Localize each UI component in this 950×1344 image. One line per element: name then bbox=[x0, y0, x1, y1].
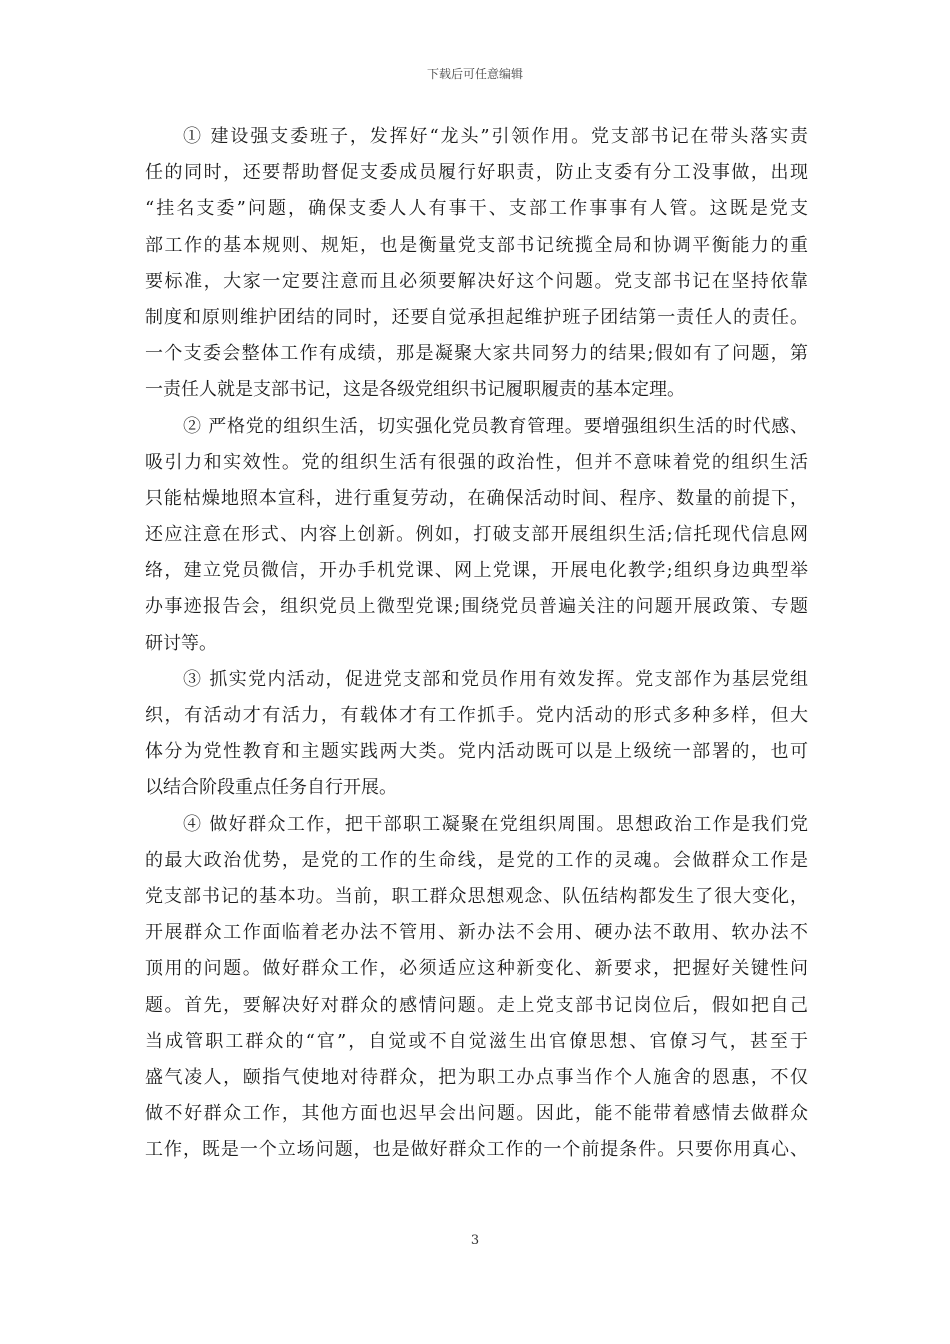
paragraph bbox=[145, 807, 808, 1169]
text-line: 还应注意在形式、内容上创新。例如，打破支部开展组织生活;信托现代信息网 bbox=[145, 524, 808, 546]
text-line: 盛气凌人，颐指气使地对待群众，把为职工办点事当作个人施舍的恩惠，不仅 bbox=[145, 1066, 808, 1088]
paragraph bbox=[145, 119, 808, 409]
text-line: 只能枯燥地照本宣科，进行重复劳动，在确保活动时间、程序、数量的前提下， bbox=[145, 487, 808, 509]
text-line: ② 严格党的组织生活，切实强化党员教育管理。要增强组织生活的时代感、 bbox=[183, 415, 808, 437]
text-line: 织，有活动才有活力，有载体才有工作抓手。党内活动的形式多种多样，但大 bbox=[145, 705, 808, 726]
text-line: ① 建设强支委班子，发挥好“龙头”引领作用。党支部书记在带头落实责 bbox=[183, 126, 808, 147]
page-number: 3 bbox=[470, 1233, 480, 1248]
text-line: 开展群众工作面临着老办法不管用、新办法不会用、硬办法不敢用、软办法不 bbox=[145, 922, 808, 944]
text-line: 络，建立党员微信，开办手机党课、网上党课，开展电化教学;组织身边典型举 bbox=[145, 560, 808, 582]
text-line: 顶用的问题。做好群众工作，必须适应这种新变化、新要求，把握好关键性问 bbox=[145, 958, 808, 980]
text-line: 研讨等。 bbox=[145, 632, 217, 654]
text-line: 办事迹报告会，组织党员上微型党课;围绕党员普遍关注的问题开展政策、专题 bbox=[145, 596, 808, 618]
text-line: 体分为党性教育和主题实践两大类。党内活动既可以是上级统一部署的，也可 bbox=[145, 741, 808, 763]
text-line: 党支部书记的基本功。当前，职工群众思想观念、队伍结构都发生了很大变化， bbox=[145, 885, 808, 907]
paragraph bbox=[145, 409, 808, 662]
document-body bbox=[145, 119, 808, 1168]
paragraph bbox=[145, 662, 808, 807]
text-line: 制度和原则维护团结的同时，还要自觉承担起维护班子团结第一责任人的责任。 bbox=[145, 306, 808, 328]
text-line: “挂名支委”问题，确保支委人人有事干、支部工作事事有人管。这既是党支 bbox=[145, 198, 808, 220]
text-line: 部工作的基本规则、规矩，也是衡量党支部书记统揽全局和协调平衡能力的重 bbox=[145, 234, 808, 256]
text-line: 做不好群众工作，其他方面也迟早会出问题。因此，能不能带着感情去做群众 bbox=[145, 1103, 808, 1125]
text-line: 当成管职工群众的“官”，自觉或不自觉滋生出官僚思想、官僚习气，甚至于 bbox=[145, 1030, 808, 1052]
text-line: 一个支委会整体工作有成绩，那是凝聚大家共同努力的结果;假如有了问题，第 bbox=[145, 343, 808, 365]
page-header: 下载后可任意编辑 bbox=[426, 67, 523, 81]
text-line: 要标准，大家一定要注意而且必须要解决好这个问题。党支部书记在坚持依靠 bbox=[145, 270, 808, 292]
text-line: ④ 做好群众工作，把干部职工凝聚在党组织周围。思想政治工作是我们党 bbox=[183, 813, 808, 835]
text-line: 以结合阶段重点任务自行开展。 bbox=[145, 777, 397, 799]
text-line: 题。首先，要解决好对群众的感情问题。走上党支部书记岗位后，假如把自己 bbox=[145, 994, 808, 1016]
text-line: 一责任人就是支部书记，这是各级党组织书记履职履责的基本定理。 bbox=[145, 379, 685, 401]
text-line: 的最大政治优势，是党的工作的生命线，是党的工作的灵魂。会做群众工作是 bbox=[145, 849, 808, 871]
text-line: 任的同时，还要帮助督促支委成员履行好职责，防止支委有分工没事做，出现 bbox=[145, 162, 808, 184]
text-line: 吸引力和实效性。党的组织生活有很强的政治性，但并不意味着党的组织生活 bbox=[145, 451, 808, 473]
text-line: ③ 抓实党内活动，促进党支部和党员作用有效发挥。党支部作为基层党组 bbox=[183, 668, 808, 690]
text-line: 工作，既是一个立场问题，也是做好群众工作的一个前提条件。只要你用真心、 bbox=[145, 1139, 808, 1161]
